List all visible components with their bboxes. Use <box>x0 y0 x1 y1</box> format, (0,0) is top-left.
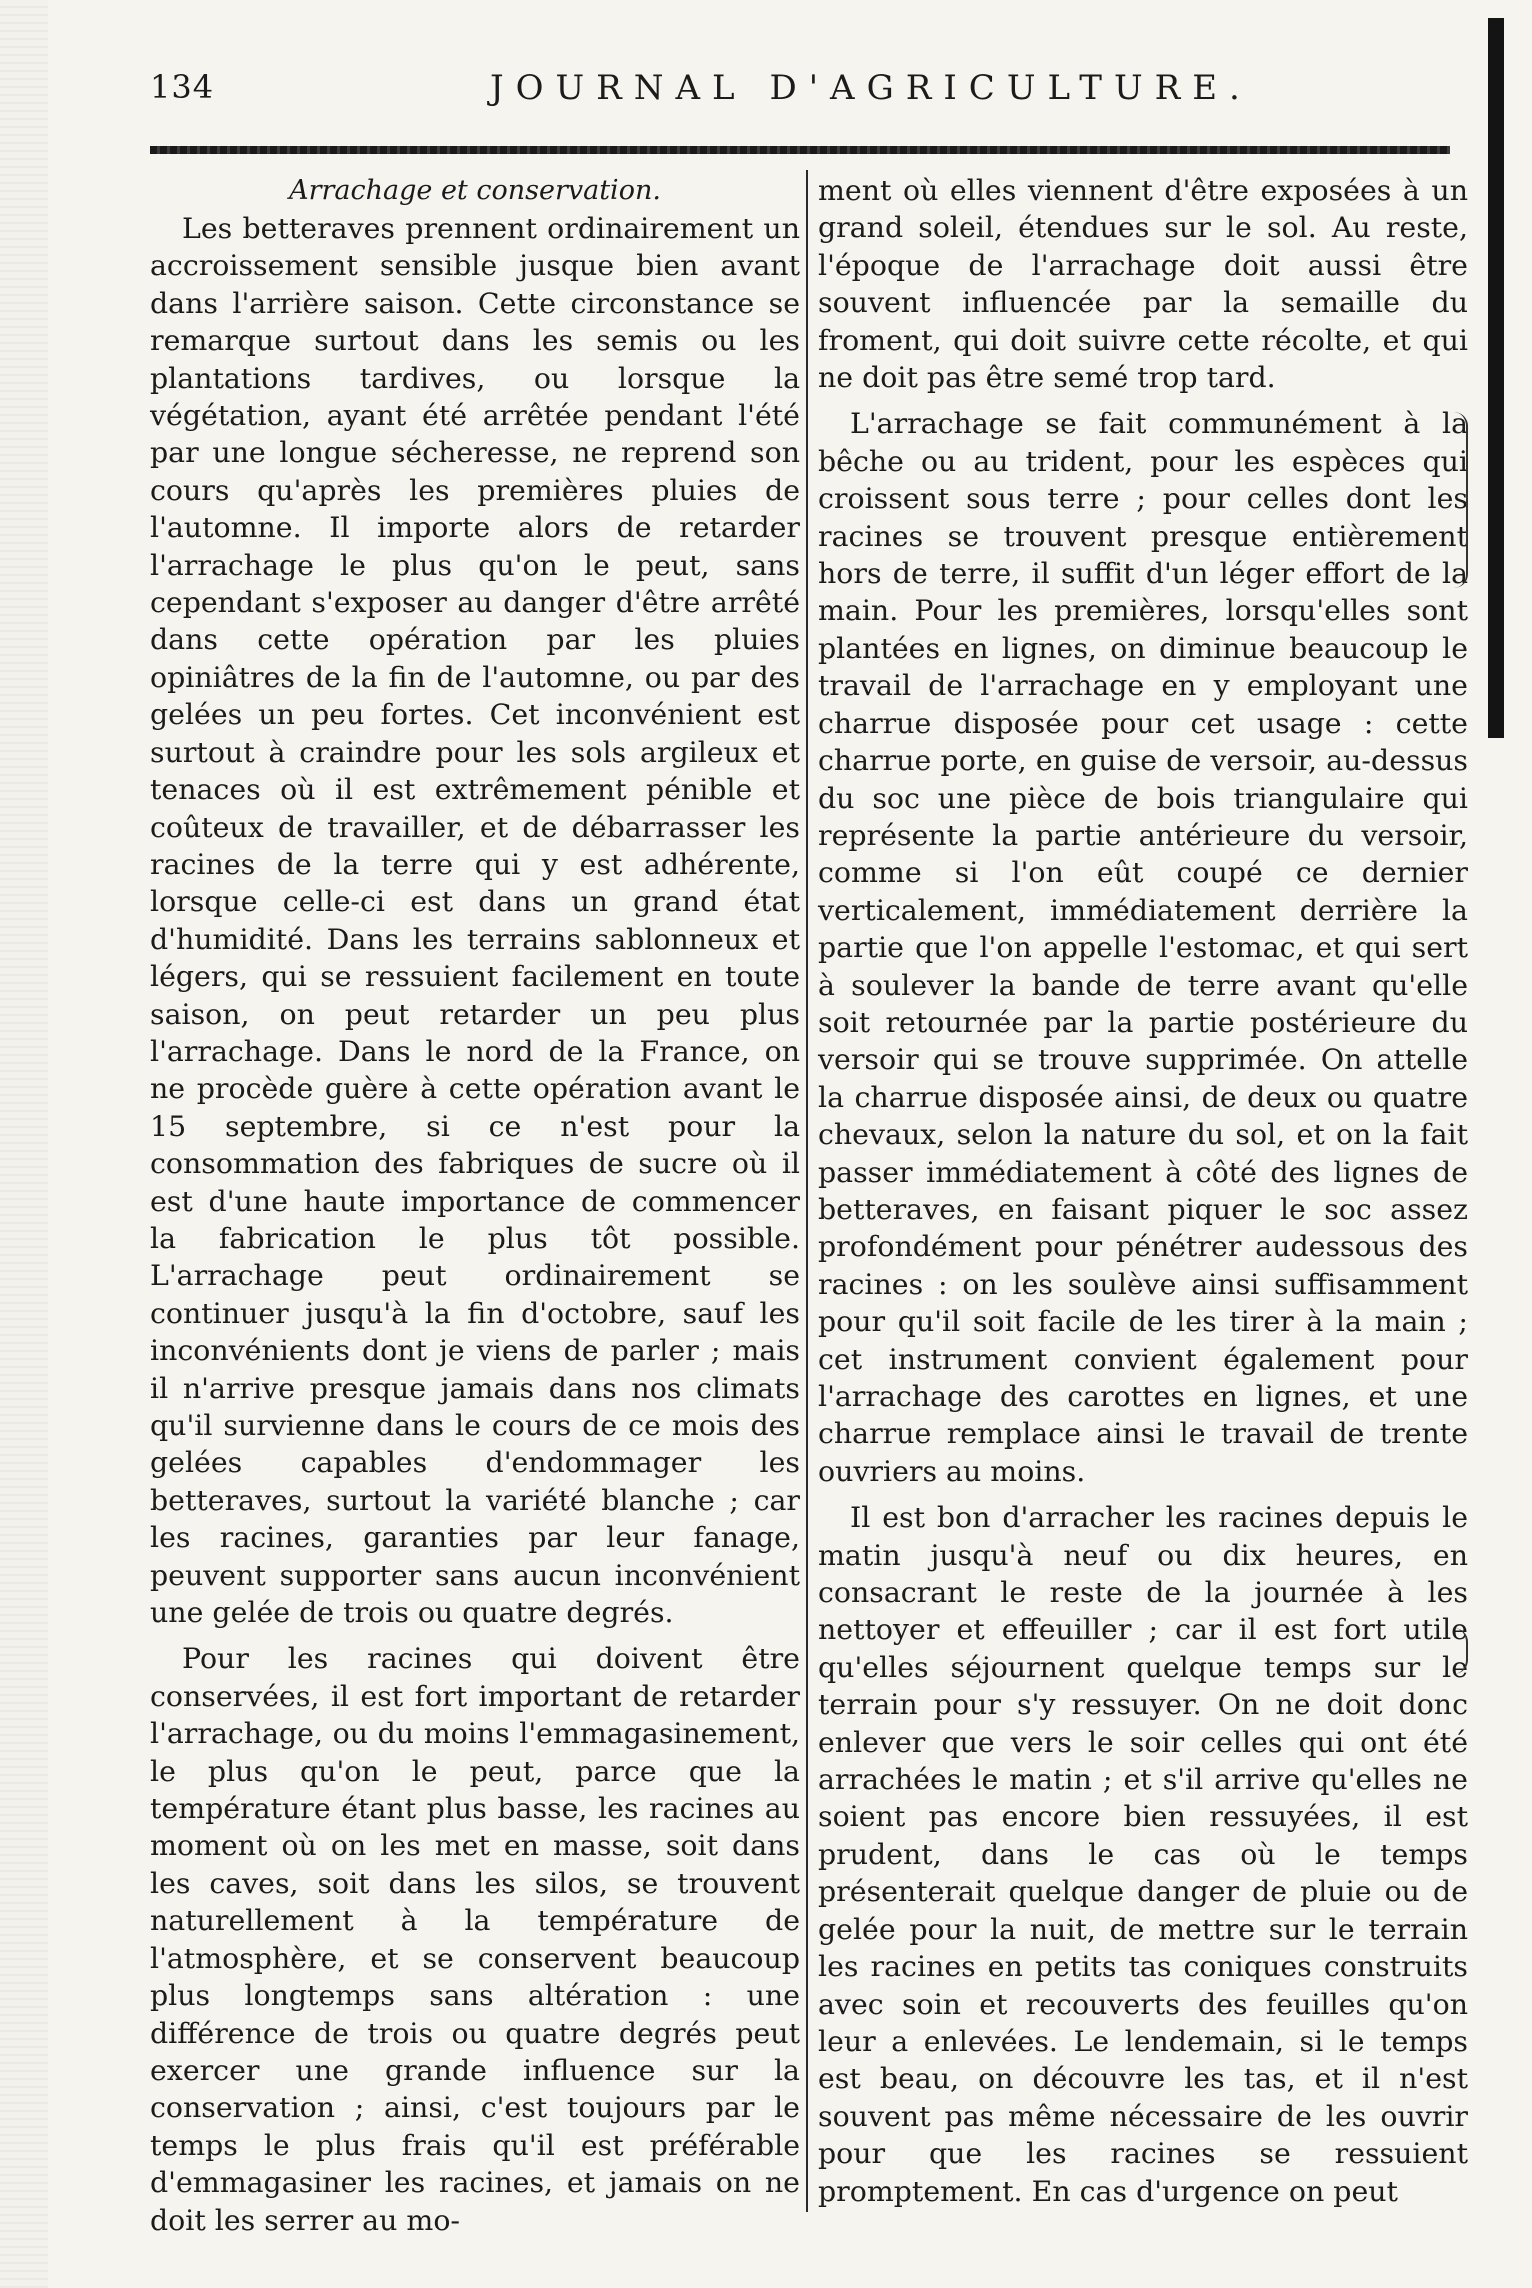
column-divider <box>806 170 808 2212</box>
paragraph: Pour les racines qui doivent être conservées, il est fort important de retarder l'arrachage, ou du moins l'emmagasinement, le plus qu'on le peut, parce que la température étant plus basse, les racines au moment où on les met en masse, soit dans les caves, soit dans les silos, se trouvent naturellement à la température de l'atmosphère, et se conservent beaucoup plus longtemps sans altération : une différence de trois ou quatre degrés peut exercer une grande influence sur la conservation ; ainsi, c'est toujours par le temps le plus frais qu'il est préférable d'emmagasiner les racines, et jamais on ne doit les serrer au mo- <box>150 1642 800 2237</box>
margin-bracket-mark <box>1452 412 1468 588</box>
section-title: Arrachage et conservation. <box>289 175 661 206</box>
margin-bracket-mark <box>1452 1628 1468 1674</box>
page-edge-shadow <box>0 0 48 2288</box>
paragraph: Les betteraves prennent ordinairement un accroissement sensible jusque bien avant dans l'arrière saison. Cette circonstance se remarque surtout dans les semis ou les plantations tardives, ou lorsque la végétation, ayant été arrêtée pendant l'été par une longue sécheresse, ne reprend son cours qu'après les premières pluies de l'automne. Il importe alors de retarder l'arrachage le plus qu'on le peut, sans cependant s'exposer au danger d'être arrêté dans cette opération par les pluies opiniâtres de la fin de l'automne, ou par des gelées un peu fortes. Cet inconvénient est surtout à craindre pour les sols argileux et tenaces où il est extrêmement pénible et coûteux de travailler, et de débarrasser les racines de la terre qui y est adhérente, lorsque celle-ci est dans un grand état d'humidité. Dans les terrains sablonneux et légers, qui se ressuient facilement en toute saison, on peut retarder un peu plus l'arrachage. Dans le nord de la France, on ne procède guère à cette opération avant le 15 septembre, si ce n'est pour la consommation des fabriques de sucre où il est d'une haute importance de commencer la fabrication le plus tôt possible. L'arrachage peut ordinairement se continuer jusqu'à la fin d'octobre, sauf les inconvénients dont je viens de parler ; mais il n'arrive presque jamais dans nos climats qu'il survienne dans le cours de ce mois des gelées capables d'endommager les betteraves, surtout la variété blanche ; car les racines, garanties par leur fanage, peuvent supporter sans aucun inconvénient une gelée de trois ou quatre degrés. <box>150 212 800 1630</box>
header-rule <box>150 146 1450 154</box>
margin-marker-bar <box>1488 18 1504 738</box>
page-number: 134 <box>150 68 215 106</box>
running-title: JOURNAL D'AGRICULTURE. <box>490 68 1252 108</box>
right-column <box>818 172 1468 2212</box>
left-column <box>150 172 800 2237</box>
paragraph-continued: ment où elles viennent d'être exposées à un grand soleil, étendues sur le sol. Au reste, l'époque de l'arrachage doit aussi être souvent influencée par la semaille du froment, qui doit suivre cette récolte, et qui ne doit pas être semé trop tard. <box>818 174 1468 395</box>
paragraph: L'arrachage se fait communément à la bêche ou au trident, pour les espèces qui croissent sous terre ; pour celles dont les racines se trouvent presque entièrement hors de terre, il suffit d'un léger effort de la main. Pour les premières, lorsqu'elles sont plantées en lignes, on diminue beaucoup le travail de l'arrachage en y employant une charrue disposée pour cet usage : cette charrue porte, en guise de versoir, au-dessus du soc une pièce de bois triangulaire qui représente la partie antérieure du versoir, comme si l'on eût coupé ce dernier verticalement, immédiatement derrière la partie que l'on appelle l'estomac, et qui sert à soulever la bande de terre avant qu'elle soit retournée par la partie postérieure du versoir qui se trouve supprimée. On attelle la charrue disposée ainsi, de deux ou quatre chevaux, selon la nature du sol, et on la fait passer immédiatement à côté des lignes de betteraves, en faisant piquer le soc assez profondément pour pénétrer audessous des racines : on les soulève ainsi suffisamment pour qu'il soit facile de les tirer à la main ; cet instrument convient également pour l'arrachage des carottes en lignes, et une charrue remplace ainsi le travail de trente ouvriers au moins. <box>818 407 1468 1488</box>
page-header <box>150 62 1450 116</box>
paragraph: Il est bon d'arracher les racines depuis le matin jusqu'à neuf ou dix heures, en consacrant le reste de la journée à les nettoyer et effeuiller ; car il est fort utile qu'elles séjournent quelque temps sur le terrain pour s'y ressuyer. On ne doit donc enlever que vers le soir celles qui ont été arrachées le matin ; et s'il arrive qu'elles ne soient pas encore bien ressuyées, il est prudent, dans le cas où le temps présenterait quelque danger de pluie ou de gelée pour la nuit, de mettre sur le terrain les racines en petits tas coniques construits avec soin et recouverts des feuilles qu'on leur a enlevées. Le lendemain, si le temps est beau, on découvre les tas, et il n'est souvent pas même nécessaire de les ouvrir pour que les racines se ressuient promptement. En cas d'urgence on peut <box>818 1501 1468 2208</box>
